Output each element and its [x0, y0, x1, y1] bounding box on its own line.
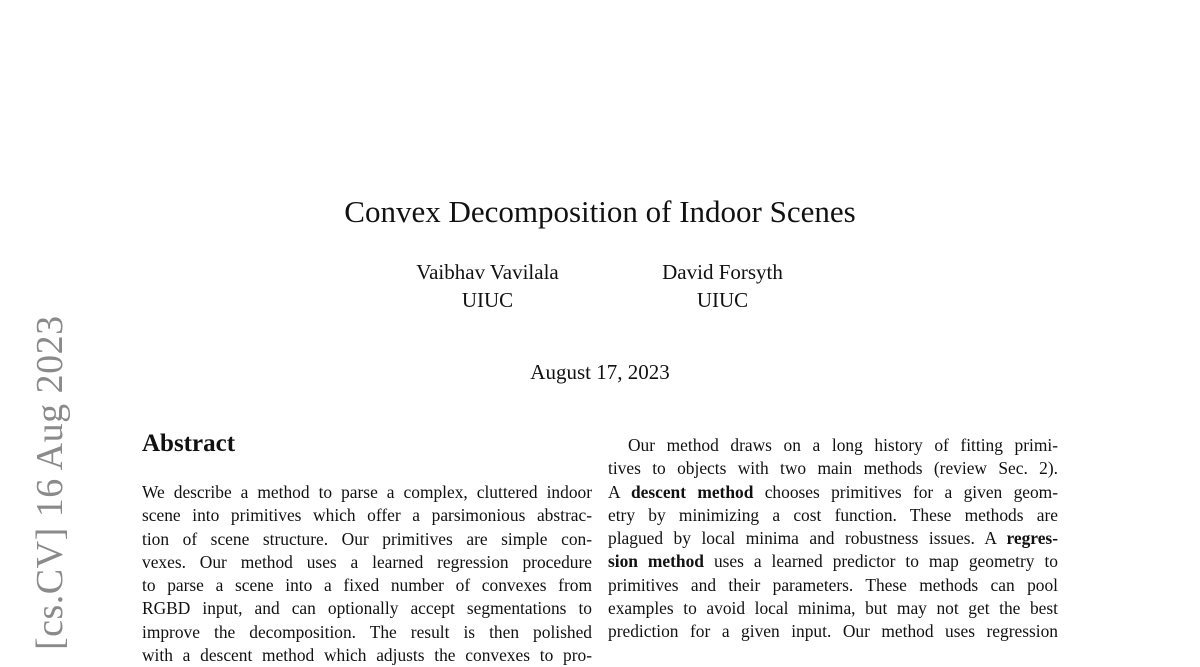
abstract-line: We describe a method to parse a complex, cluttered indoor: [142, 482, 592, 502]
abstract-body: [142, 481, 592, 667]
intro-line: tives to objects with two main methods (review Sec. 2).: [608, 458, 1058, 479]
author-name: David Forsyth: [662, 260, 783, 284]
descent-method-term: descent method: [630, 481, 754, 502]
introduction-body: [608, 434, 1058, 644]
author-block: [380, 258, 595, 314]
paper-date: August 17, 2023: [530, 360, 670, 384]
arxiv-stamp-text: [cs.CV] 16 Aug 2023: [29, 315, 71, 650]
intro-line: primitives and their parameters. These methods can pool: [608, 574, 1058, 595]
regression-method-term: regres-: [1006, 528, 1058, 549]
abstract-line: with a descent method which adjusts the convexes to pro-: [142, 645, 592, 666]
intro-text: uses a learned predictor to map geometry to: [703, 551, 1059, 572]
intro-line: etry by minimizing a cost function. These methods are: [608, 504, 1058, 525]
abstract-line: RGBD input, and can optionally accept segmentations to: [142, 598, 592, 619]
paper-title: Convex Decomposition of Indoor Scenes: [344, 194, 856, 229]
intro-line: prediction for a given input. Our method uses regression: [608, 621, 1058, 642]
abstract-line: to parse a scene into a fixed number of convexes from: [142, 575, 592, 596]
author-block: [620, 258, 825, 314]
intro-line: [608, 550, 1058, 573]
abstract-heading: Abstract: [142, 430, 236, 457]
author-affiliation: UIUC: [461, 288, 514, 312]
intro-text: A: [608, 481, 631, 502]
intro-line: examples to avoid local minima, but may not get the best: [608, 598, 1058, 619]
abstract-line: tion of scene structure. Our primitives are simple con-: [142, 528, 592, 549]
intro-line: [608, 481, 1058, 504]
abstract-line: vexes. Our method uses a learned regression procedure: [142, 551, 592, 572]
abstract-line: improve the decomposition. The result is then polished: [142, 621, 592, 642]
intro-line: [608, 527, 1058, 550]
intro-line: Our method draws on a long history of fitting primi-: [628, 435, 1058, 455]
author-affiliation: UIUC: [696, 288, 749, 312]
intro-text: plagued by local minima and robustness issues. A: [608, 528, 1007, 549]
abstract-line: scene into primitives which offer a parsimonious abstrac-: [142, 505, 592, 526]
author-name: Vaibhav Vavilala: [416, 260, 559, 284]
arxiv-stamp: [28, 298, 71, 650]
intro-text: chooses primitives for a given geom-: [753, 481, 1058, 502]
regression-method-term: sion method: [608, 551, 704, 572]
